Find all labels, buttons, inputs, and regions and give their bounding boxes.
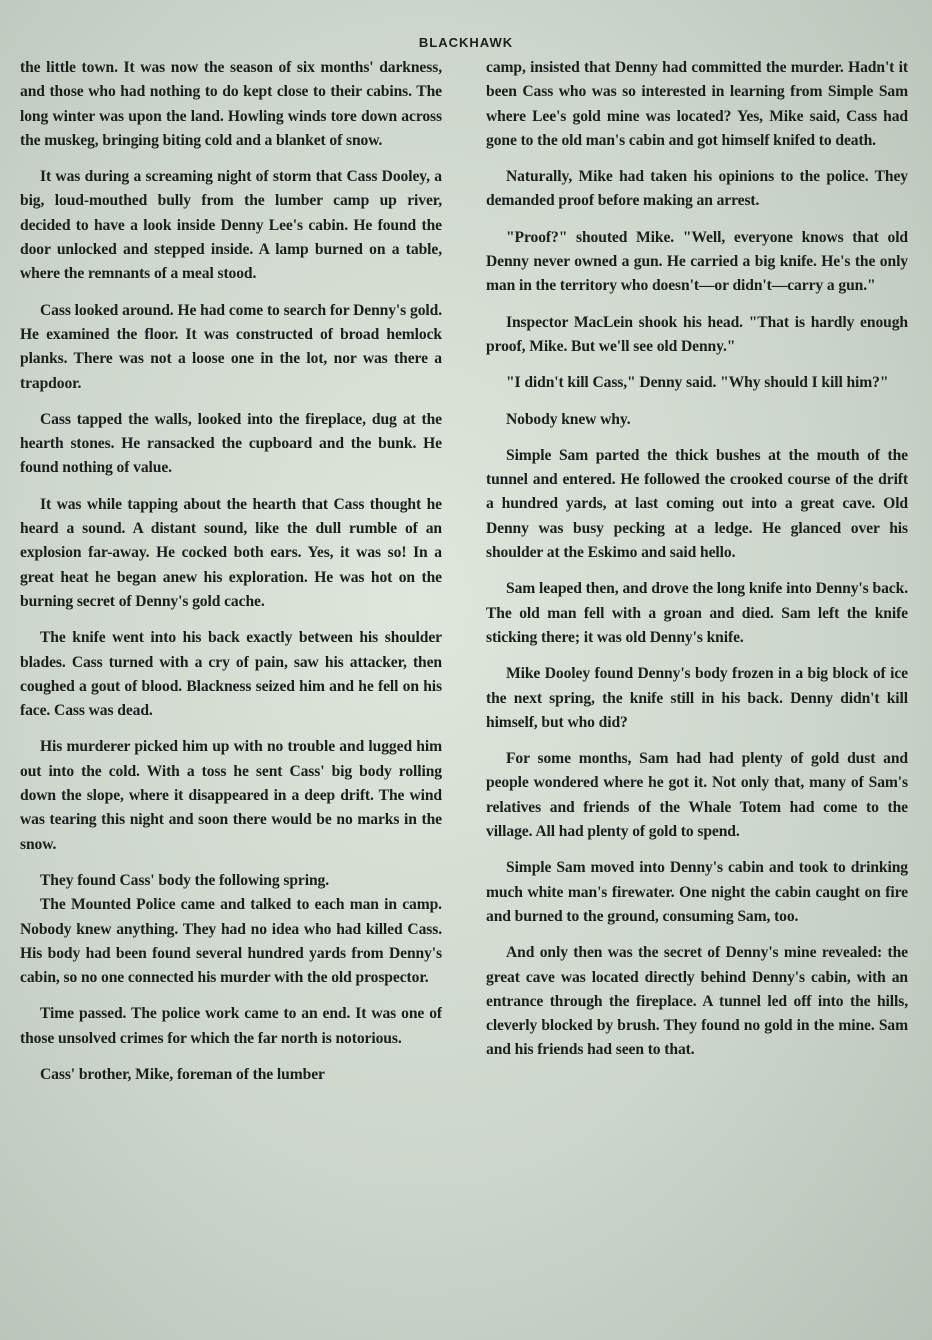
paragraph: Cass tapped the walls, looked into the fireplace, dug at the hearth stones. He ransacked the cupboard and the bunk. He found nothing of value. bbox=[20, 410, 442, 477]
paragraph: Nobody knew why. bbox=[506, 410, 631, 428]
right-column bbox=[486, 56, 908, 1075]
paragraph: And only then was the secret of Denny's mine revealed: the great cave was located directly behind Denny's cabin, with an entrance through the fireplace. A tunnel led off into the hills, cleverly blocked by brush. They found no gold in the mine. Sam and his friends had seen to that. bbox=[486, 944, 908, 1059]
paragraph: "Proof?" shouted Mike. "Well, everyone knows that old Denny never owned a gun. He carried a big knife. He's the only man in the territory who doesn't—or didn't—carry a gun." bbox=[486, 228, 908, 295]
paragraph: Simple Sam parted the thick bushes at the mouth of the tunnel and entered. He followed the crooked course of the drift a hundred yards, at last coming out into a great cave. Old Denny was busy pecking at a ledge. He glanced over his shoulder at the Eskimo and said hello. bbox=[486, 446, 908, 562]
left-column bbox=[20, 56, 442, 1099]
text-columns bbox=[20, 56, 906, 1326]
paragraph: The Mounted Police came and talked to each man in camp. Nobody knew anything. They had no idea who had killed Cass. His body had been found several hundred yards from Denny's cabin, so no one connected his murder with the old prospector. bbox=[20, 896, 442, 987]
paragraph: His murderer picked him up with no trouble and lugged him out into the cold. With a toss he sent Cass' big body rolling down the slope, where it disappeared in a deep drift. The wind was tearing this night and soon there would be no marks in the snow. bbox=[20, 738, 442, 853]
paragraph: Mike Dooley found Denny's body frozen in a big block of ice the next spring, the knife still in his back. Denny didn't kill himself, but who did? bbox=[486, 665, 908, 731]
paragraph: Cass looked around. He had come to search for Denny's gold. He examined the floor. It was constructed of broad hemlock planks. There was not a loose one in the lot, nor was there a trapdoor. bbox=[20, 301, 442, 392]
paragraph: Simple Sam moved into Denny's cabin and took to drinking much white man's firewater. One night the cabin caught on fire and burned to the ground, consuming Sam, too. bbox=[486, 859, 908, 925]
paragraph: Cass' brother, Mike, foreman of the lumber bbox=[40, 1065, 325, 1083]
paragraph: Sam leaped then, and drove the long knife into Denny's back. The old man fell with a groan and died. Sam left the knife sticking there; it was old Denny's knife. bbox=[486, 580, 908, 646]
paragraph: Naturally, Mike had taken his opinions to the police. They demanded proof before making an arrest. bbox=[486, 168, 908, 210]
paragraph: It was while tapping about the hearth that Cass thought he heard a sound. A distant sound, like the dull rumble of an explosion far-away. He cocked both ears. Yes, it was so! In a great heat he began anew his exploration. He was hot on the burning secret of Denny's gold cache. bbox=[20, 495, 442, 610]
paragraph: Time passed. The police work came to an end. It was one of those unsolved crimes for which the far north is notorious. bbox=[20, 1005, 442, 1047]
paragraph: Inspector MacLein shook his head. "That is hardly enough proof, Mike. But we'll see old Denny." bbox=[486, 313, 908, 355]
paragraph: It was during a screaming night of storm that Cass Dooley, a big, loud-mouthed bully from the lumber camp up river, decided to have a look inside Denny Lee's cabin. He found the door unlocked and stepped inside. A lamp burned on a table, where the remnants of a meal stood. bbox=[20, 168, 442, 283]
paragraph: They found Cass' body the following spring. bbox=[40, 871, 330, 889]
paragraph: camp, insisted that Denny had committed the murder. Hadn't it been Cass who was so interested in learning from Simple Sam where Lee's gold mine was located? Yes, Mike said, Cass had gone to the old man's cabin and got himself knifed to death. bbox=[486, 59, 908, 149]
paragraph: the little town. It was now the season of six months' darkness, and those who had nothing to do kept close to their cabins. The long winter was upon the land. Howling winds tore down across the muskeg, bringing biting cold and a blanket of snow. bbox=[20, 59, 442, 149]
running-header: BLACKHAWK bbox=[418, 35, 514, 50]
paragraph: "I didn't kill Cass," Denny said. "Why should I kill him?" bbox=[506, 374, 889, 392]
paragraph: For some months, Sam had had plenty of gold dust and people wondered where he got it. Not only that, many of Sam's relatives and friends of the Whale Totem had come to the village. All had plenty of gold to spend. bbox=[486, 750, 908, 841]
paragraph: The knife went into his back exactly between his shoulder blades. Cass turned with a cry of pain, saw his attacker, then coughed a gout of blood. Blackness seized him and he fell on his face. Cass was dead. bbox=[20, 629, 442, 720]
